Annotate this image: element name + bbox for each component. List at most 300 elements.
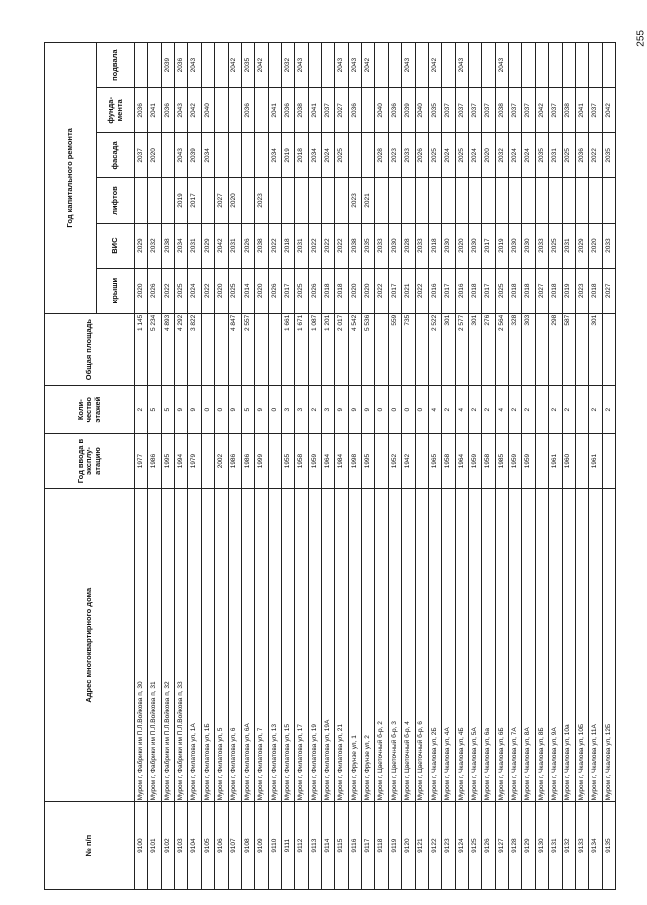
row-basement: 2036 bbox=[175, 43, 188, 88]
row-area: 2 577 bbox=[455, 313, 468, 386]
row-address: Муром г, Чкалова ул, 12Б bbox=[602, 489, 615, 802]
row-vis: 2020 bbox=[455, 223, 468, 268]
row-basement: 2042 bbox=[362, 43, 375, 88]
row-number: 9131 bbox=[549, 802, 562, 890]
row-lift bbox=[201, 178, 214, 223]
row-floors bbox=[575, 386, 588, 434]
row-facade: 2032 bbox=[495, 133, 508, 178]
row-foundation: 2040 bbox=[415, 88, 428, 133]
row-facade: 2037 bbox=[135, 133, 148, 178]
row-lift bbox=[482, 178, 495, 223]
row-area: 2 017 bbox=[335, 313, 348, 386]
header-facade: фасада bbox=[97, 133, 135, 178]
row-vis: 2033 bbox=[535, 223, 548, 268]
row-floors: 5 bbox=[161, 386, 174, 434]
row-address: Муром г, Цветочный б-р, 4 bbox=[402, 489, 415, 802]
row-floors: 0 bbox=[268, 386, 281, 434]
row-basement bbox=[482, 43, 495, 88]
row-floors: 0 bbox=[201, 386, 214, 434]
row-area bbox=[415, 313, 428, 386]
row-facade: 2028 bbox=[375, 133, 388, 178]
row-basement bbox=[509, 43, 522, 88]
row-roof: 2025 bbox=[295, 268, 308, 313]
row-vis: 2018 bbox=[428, 223, 441, 268]
row-area: 301 bbox=[468, 313, 481, 386]
row-basement bbox=[522, 43, 535, 88]
row-area: 301 bbox=[442, 313, 455, 386]
row-foundation: 2036 bbox=[161, 88, 174, 133]
row-lift bbox=[281, 178, 294, 223]
row-year: 1959 bbox=[468, 434, 481, 489]
row-facade bbox=[215, 133, 228, 178]
row-area bbox=[575, 313, 588, 386]
table-row bbox=[495, 43, 508, 890]
table-row bbox=[268, 43, 281, 890]
row-floors: 9 bbox=[335, 386, 348, 434]
row-lift: 2021 bbox=[362, 178, 375, 223]
row-year bbox=[268, 434, 281, 489]
row-address: Муром г, Филатова ул, 19 bbox=[308, 489, 321, 802]
row-roof: 2018 bbox=[335, 268, 348, 313]
row-lift: 2023 bbox=[255, 178, 268, 223]
row-address: Муром г, Филатова ул, 6 bbox=[228, 489, 241, 802]
row-vis: 2018 bbox=[281, 223, 294, 268]
row-floors: 2 bbox=[602, 386, 615, 434]
row-basement bbox=[388, 43, 401, 88]
row-roof: 2017 bbox=[281, 268, 294, 313]
table-row bbox=[241, 43, 254, 890]
row-area: 587 bbox=[562, 313, 575, 386]
row-floors: 3 bbox=[322, 386, 335, 434]
row-floors: 0 bbox=[388, 386, 401, 434]
row-facade: 2025 bbox=[335, 133, 348, 178]
row-address: Муром г, Фабрики им П.Л.Войкова п, 30 bbox=[135, 489, 148, 802]
row-basement: 2042 bbox=[228, 43, 241, 88]
row-roof: 2018 bbox=[468, 268, 481, 313]
row-foundation: 2037 bbox=[442, 88, 455, 133]
row-lift bbox=[589, 178, 602, 223]
row-roof: 2017 bbox=[482, 268, 495, 313]
row-roof: 2016 bbox=[455, 268, 468, 313]
row-facade: 2020 bbox=[148, 133, 161, 178]
row-area: 1 201 bbox=[322, 313, 335, 386]
row-foundation: 2040 bbox=[375, 88, 388, 133]
row-year bbox=[201, 434, 214, 489]
row-area: 5 536 bbox=[362, 313, 375, 386]
header-num: № п/п bbox=[45, 802, 135, 890]
row-floors: 0 bbox=[402, 386, 415, 434]
header-lift: лифтов bbox=[97, 178, 135, 223]
row-facade: 2039 bbox=[188, 133, 201, 178]
row-roof: 2018 bbox=[549, 268, 562, 313]
header-foundation: фунда-мента bbox=[97, 88, 135, 133]
row-floors: 9 bbox=[362, 386, 375, 434]
row-year: 1999 bbox=[255, 434, 268, 489]
row-address: Муром г, Чкалова ул, 4А bbox=[442, 489, 455, 802]
row-year: 1995 bbox=[161, 434, 174, 489]
row-year: 1960 bbox=[562, 434, 575, 489]
row-number: 9111 bbox=[281, 802, 294, 890]
row-vis: 2033 bbox=[375, 223, 388, 268]
row-lift bbox=[388, 178, 401, 223]
row-address: Муром г, Чкалова ул, 9А bbox=[549, 489, 562, 802]
row-vis: 2031 bbox=[188, 223, 201, 268]
row-roof: 2024 bbox=[188, 268, 201, 313]
table-body bbox=[135, 43, 616, 890]
row-basement bbox=[215, 43, 228, 88]
table-row bbox=[402, 43, 415, 890]
row-facade bbox=[161, 133, 174, 178]
row-number: 9124 bbox=[455, 802, 468, 890]
row-foundation: 2043 bbox=[175, 88, 188, 133]
row-foundation: 2037 bbox=[549, 88, 562, 133]
row-address: Муром г, Чкалова ул, 6Б bbox=[495, 489, 508, 802]
row-foundation: 2041 bbox=[148, 88, 161, 133]
row-foundation: 2037 bbox=[589, 88, 602, 133]
table-row bbox=[415, 43, 428, 890]
table-row bbox=[175, 43, 188, 890]
rotated-table-container bbox=[44, 42, 616, 890]
row-floors: 2 bbox=[522, 386, 535, 434]
row-floors: 9 bbox=[348, 386, 361, 434]
row-basement bbox=[322, 43, 335, 88]
row-roof: 2020 bbox=[255, 268, 268, 313]
row-year bbox=[415, 434, 428, 489]
row-number: 9123 bbox=[442, 802, 455, 890]
row-address: Муром г, Филатова ул, 1А bbox=[188, 489, 201, 802]
row-roof: 2025 bbox=[175, 268, 188, 313]
row-floors: 9 bbox=[255, 386, 268, 434]
row-area: 2 522 bbox=[428, 313, 441, 386]
row-address: Муром г, Чкалова ул, 2Б bbox=[428, 489, 441, 802]
row-vis: 2031 bbox=[228, 223, 241, 268]
row-basement bbox=[535, 43, 548, 88]
row-lift bbox=[602, 178, 615, 223]
row-vis: 2030 bbox=[509, 223, 522, 268]
row-facade: 2025 bbox=[428, 133, 441, 178]
row-lift bbox=[549, 178, 562, 223]
row-vis: 2029 bbox=[575, 223, 588, 268]
row-number: 9120 bbox=[402, 802, 415, 890]
row-year: 1994 bbox=[175, 434, 188, 489]
row-area: 301 bbox=[589, 313, 602, 386]
row-foundation: 2042 bbox=[602, 88, 615, 133]
row-vis: 2019 bbox=[495, 223, 508, 268]
row-address: Муром г, Филатова ул, 19А bbox=[322, 489, 335, 802]
row-roof: 2025 bbox=[228, 268, 241, 313]
row-roof: 2020 bbox=[348, 268, 361, 313]
row-area: 276 bbox=[482, 313, 495, 386]
row-vis: 2028 bbox=[402, 223, 415, 268]
row-roof: 2027 bbox=[602, 268, 615, 313]
row-number: 9103 bbox=[175, 802, 188, 890]
row-area: 4 542 bbox=[348, 313, 361, 386]
row-area bbox=[215, 313, 228, 386]
row-basement bbox=[575, 43, 588, 88]
row-lift bbox=[335, 178, 348, 223]
row-number: 9127 bbox=[495, 802, 508, 890]
row-address: Муром г, Чкалова ул, 4Б bbox=[455, 489, 468, 802]
row-floors: 2 bbox=[549, 386, 562, 434]
row-roof: 2023 bbox=[575, 268, 588, 313]
row-lift: 2019 bbox=[175, 178, 188, 223]
row-floors: 4 bbox=[455, 386, 468, 434]
row-foundation: 2041 bbox=[308, 88, 321, 133]
row-roof: 2017 bbox=[442, 268, 455, 313]
row-year: 2002 bbox=[215, 434, 228, 489]
row-year: 1961 bbox=[549, 434, 562, 489]
row-number: 9112 bbox=[295, 802, 308, 890]
row-area bbox=[201, 313, 214, 386]
row-foundation: 2037 bbox=[322, 88, 335, 133]
row-facade: 2035 bbox=[535, 133, 548, 178]
row-lift bbox=[295, 178, 308, 223]
row-year: 1986 bbox=[241, 434, 254, 489]
page-number: 255 bbox=[636, 30, 647, 47]
header-vis: ВИС bbox=[97, 223, 135, 268]
row-roof: 2022 bbox=[375, 268, 388, 313]
row-vis: 2022 bbox=[308, 223, 321, 268]
row-number: 9108 bbox=[241, 802, 254, 890]
row-lift bbox=[562, 178, 575, 223]
row-area: 328 bbox=[509, 313, 522, 386]
row-basement bbox=[308, 43, 321, 88]
row-vis: 2038 bbox=[161, 223, 174, 268]
row-area: 298 bbox=[549, 313, 562, 386]
table-row bbox=[161, 43, 174, 890]
row-area: 2 564 bbox=[495, 313, 508, 386]
row-address: Муром г, Фабрики им П.Л.Войкова п, 32 bbox=[161, 489, 174, 802]
row-basement: 2042 bbox=[255, 43, 268, 88]
row-year: 1959 bbox=[509, 434, 522, 489]
row-roof: 2017 bbox=[388, 268, 401, 313]
row-vis: 2033 bbox=[415, 223, 428, 268]
row-roof: 2027 bbox=[535, 268, 548, 313]
row-facade: 2031 bbox=[549, 133, 562, 178]
row-facade bbox=[228, 133, 241, 178]
row-vis: 2033 bbox=[602, 223, 615, 268]
row-facade: 2019 bbox=[281, 133, 294, 178]
row-foundation: 2037 bbox=[509, 88, 522, 133]
row-lift: 2017 bbox=[188, 178, 201, 223]
table-row bbox=[228, 43, 241, 890]
row-lift bbox=[509, 178, 522, 223]
row-year: 1984 bbox=[335, 434, 348, 489]
row-area: 1 087 bbox=[308, 313, 321, 386]
table-row bbox=[482, 43, 495, 890]
row-facade: 2024 bbox=[522, 133, 535, 178]
row-year: 1964 bbox=[455, 434, 468, 489]
row-address: Муром г, Чкалова ул, 11А bbox=[589, 489, 602, 802]
row-foundation bbox=[215, 88, 228, 133]
row-foundation: 2036 bbox=[241, 88, 254, 133]
row-floors: 0 bbox=[415, 386, 428, 434]
row-area: 1 145 bbox=[135, 313, 148, 386]
row-year: 1961 bbox=[589, 434, 602, 489]
row-vis: 2029 bbox=[135, 223, 148, 268]
row-basement: 2043 bbox=[335, 43, 348, 88]
row-number: 9113 bbox=[308, 802, 321, 890]
row-floors: 5 bbox=[241, 386, 254, 434]
row-facade bbox=[241, 133, 254, 178]
row-basement: 2043 bbox=[295, 43, 308, 88]
row-roof: 2014 bbox=[241, 268, 254, 313]
row-year: 1986 bbox=[148, 434, 161, 489]
table-row bbox=[375, 43, 388, 890]
row-vis: 2026 bbox=[241, 223, 254, 268]
row-foundation: 2042 bbox=[535, 88, 548, 133]
row-floors: 9 bbox=[175, 386, 188, 434]
row-facade: 2024 bbox=[322, 133, 335, 178]
row-basement bbox=[549, 43, 562, 88]
row-lift bbox=[522, 178, 535, 223]
row-floors: 2 bbox=[135, 386, 148, 434]
row-basement: 2039 bbox=[161, 43, 174, 88]
row-lift bbox=[308, 178, 321, 223]
row-basement bbox=[602, 43, 615, 88]
row-foundation: 2039 bbox=[402, 88, 415, 133]
row-address: Муром г, Филатова ул, 21 bbox=[335, 489, 348, 802]
row-area: 559 bbox=[388, 313, 401, 386]
row-vis: 2022 bbox=[268, 223, 281, 268]
row-area bbox=[535, 313, 548, 386]
row-lift bbox=[148, 178, 161, 223]
row-basement: 2042 bbox=[428, 43, 441, 88]
row-facade: 2025 bbox=[562, 133, 575, 178]
row-address: Муром г, Фабрики им П.Л.Войкова п, 33 bbox=[175, 489, 188, 802]
row-lift bbox=[575, 178, 588, 223]
row-lift bbox=[161, 178, 174, 223]
row-floors: 0 bbox=[215, 386, 228, 434]
row-roof: 2018 bbox=[322, 268, 335, 313]
row-floors bbox=[535, 386, 548, 434]
row-floors: 5 bbox=[148, 386, 161, 434]
row-area bbox=[375, 313, 388, 386]
row-number: 9116 bbox=[348, 802, 361, 890]
row-number: 9102 bbox=[161, 802, 174, 890]
row-floors: 2 bbox=[589, 386, 602, 434]
row-lift: 2023 bbox=[348, 178, 361, 223]
table-row bbox=[322, 43, 335, 890]
row-area: 4 292 bbox=[175, 313, 188, 386]
row-number: 9101 bbox=[148, 802, 161, 890]
row-foundation: 2041 bbox=[268, 88, 281, 133]
row-year: 1965 bbox=[428, 434, 441, 489]
row-lift bbox=[241, 178, 254, 223]
row-address: Муром г, Цветочный б-р, 6 bbox=[415, 489, 428, 802]
row-year bbox=[375, 434, 388, 489]
row-lift bbox=[468, 178, 481, 223]
row-address: Муром г, Филатова ул, 17 bbox=[295, 489, 308, 802]
row-facade: 2035 bbox=[602, 133, 615, 178]
row-number: 9107 bbox=[228, 802, 241, 890]
row-vis: 2031 bbox=[295, 223, 308, 268]
row-number: 9104 bbox=[188, 802, 201, 890]
row-number: 9106 bbox=[215, 802, 228, 890]
row-area: 303 bbox=[522, 313, 535, 386]
row-number: 9126 bbox=[482, 802, 495, 890]
row-facade: 2026 bbox=[415, 133, 428, 178]
row-foundation: 2038 bbox=[562, 88, 575, 133]
row-roof: 2018 bbox=[589, 268, 602, 313]
row-facade: 2023 bbox=[388, 133, 401, 178]
row-vis: 2022 bbox=[335, 223, 348, 268]
row-area: 1 671 bbox=[295, 313, 308, 386]
row-year: 1986 bbox=[228, 434, 241, 489]
header-basement: подвала bbox=[97, 43, 135, 88]
row-vis: 2022 bbox=[322, 223, 335, 268]
row-foundation: 2036 bbox=[388, 88, 401, 133]
row-roof: 2022 bbox=[161, 268, 174, 313]
table-row bbox=[281, 43, 294, 890]
row-lift bbox=[415, 178, 428, 223]
table-row bbox=[602, 43, 615, 890]
row-area bbox=[255, 313, 268, 386]
row-lift bbox=[442, 178, 455, 223]
header-address: Адрес многоквартирного дома bbox=[45, 489, 135, 802]
row-roof: 2020 bbox=[362, 268, 375, 313]
header-roof: крыши bbox=[97, 268, 135, 313]
row-number: 9119 bbox=[388, 802, 401, 890]
row-basement bbox=[415, 43, 428, 88]
row-year: 1958 bbox=[442, 434, 455, 489]
row-facade bbox=[362, 133, 375, 178]
header-floors: Коли-чество этажей bbox=[45, 386, 135, 434]
row-roof: 2022 bbox=[415, 268, 428, 313]
row-address: Муром г, Чкалова ул, 5А bbox=[468, 489, 481, 802]
row-year: 1995 bbox=[362, 434, 375, 489]
row-facade: 2020 bbox=[482, 133, 495, 178]
row-year: 1977 bbox=[135, 434, 148, 489]
row-foundation: 2040 bbox=[201, 88, 214, 133]
row-address: Муром г, Фрунзе ул, 1 bbox=[348, 489, 361, 802]
row-year: 1958 bbox=[295, 434, 308, 489]
row-area: 1 661 bbox=[281, 313, 294, 386]
row-roof: 2016 bbox=[428, 268, 441, 313]
row-basement: 2043 bbox=[348, 43, 361, 88]
row-roof: 2026 bbox=[148, 268, 161, 313]
row-facade: 2022 bbox=[589, 133, 602, 178]
row-vis: 2030 bbox=[468, 223, 481, 268]
row-address: Муром г, Чкалова ул, 10Б bbox=[575, 489, 588, 802]
row-address: Муром г, Фабрики им П.Л.Войкова п, 31 bbox=[148, 489, 161, 802]
row-lift bbox=[322, 178, 335, 223]
row-roof: 2019 bbox=[562, 268, 575, 313]
row-floors: 2 bbox=[509, 386, 522, 434]
row-facade bbox=[255, 133, 268, 178]
row-number: 9133 bbox=[575, 802, 588, 890]
row-vis: 2035 bbox=[362, 223, 375, 268]
row-floors: 3 bbox=[281, 386, 294, 434]
row-foundation: 2036 bbox=[348, 88, 361, 133]
row-lift bbox=[268, 178, 281, 223]
row-floors: 4 bbox=[495, 386, 508, 434]
row-basement: 2043 bbox=[495, 43, 508, 88]
table-row bbox=[362, 43, 375, 890]
row-foundation: 2037 bbox=[468, 88, 481, 133]
row-address: Муром г, Чкалова ул, 10а bbox=[562, 489, 575, 802]
row-area: 4 847 bbox=[228, 313, 241, 386]
row-foundation: 2037 bbox=[522, 88, 535, 133]
table-row bbox=[335, 43, 348, 890]
row-foundation: 2038 bbox=[295, 88, 308, 133]
row-basement: 2043 bbox=[455, 43, 468, 88]
table-row bbox=[308, 43, 321, 890]
row-area: 735 bbox=[402, 313, 415, 386]
row-floors: 2 bbox=[562, 386, 575, 434]
row-address: Муром г, Филатова ул, 1Б bbox=[201, 489, 214, 802]
table-row bbox=[575, 43, 588, 890]
